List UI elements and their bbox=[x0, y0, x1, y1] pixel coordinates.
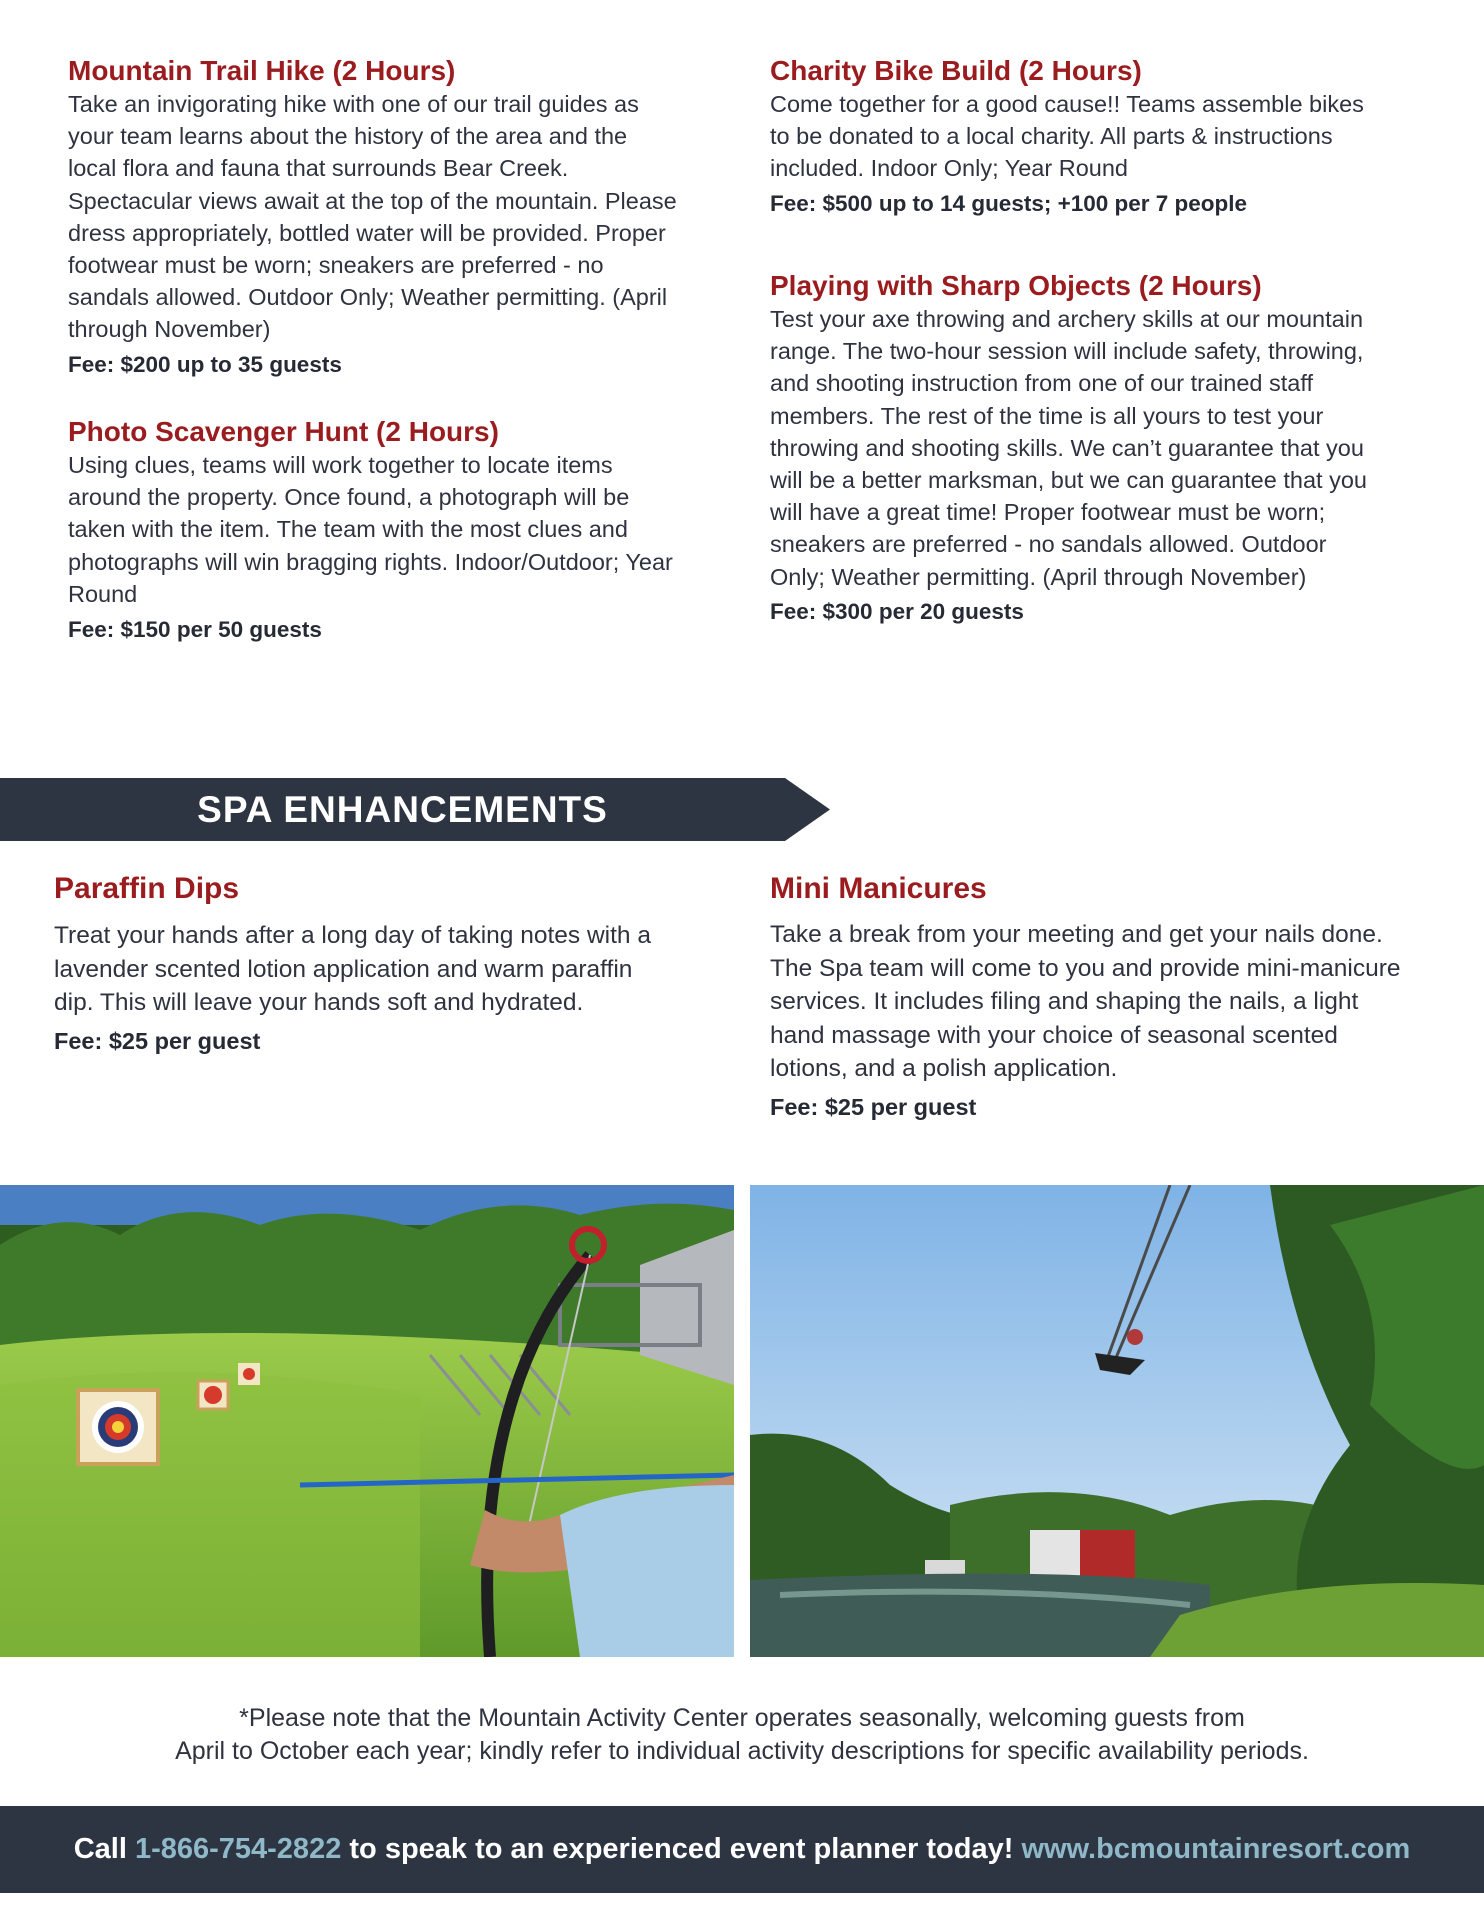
activity-description: Take an invigorating hike with one of our trail guides as your team learns about the history of the area and the local flora and fauna that surrounds Bear Creek. Spectacular views await at the top of the mountain. Please dress appropriately, bottled water will be provided. Proper footwear must be worn; sneakers are preferred - no sandals allowed. Outdoor Only; Weather permitting. (April through November) bbox=[68, 91, 677, 343]
spa-description: Treat your hands after a long day of taking notes with a lavender scented lotion application and warm paraffin dip. This will leave your hands soft and hydrated. bbox=[54, 922, 651, 1016]
activity-description: Come together for a good cause!! Teams assemble bikes to be donated to a local charity. All parts & instructions included. Indoor Only; Year Round bbox=[770, 91, 1364, 182]
footer-call-text: Call bbox=[73, 1833, 127, 1865]
activity-charity-bike-build bbox=[770, 54, 1375, 217]
spa-enhancements-banner bbox=[0, 778, 830, 841]
activity-fee: Fee: $500 up to 14 guests; +100 per 7 people bbox=[770, 190, 1248, 216]
archery-photo bbox=[0, 1185, 734, 1657]
activity-playing-with-sharp-objects bbox=[770, 269, 1375, 625]
note-line-1: *Please note that the Mountain Activity Center operates seasonally, welcoming guests from bbox=[239, 1704, 1245, 1732]
seasonal-note bbox=[0, 1702, 1484, 1768]
activity-title: Photo Scavenger Hunt (2 Hours) bbox=[68, 416, 499, 447]
spa-mini-manicures bbox=[770, 872, 1410, 1121]
activity-mountain-trail-hike bbox=[68, 54, 678, 378]
activity-fee: Fee: $150 per 50 guests bbox=[68, 617, 322, 643]
activity-description: Using clues, teams will work together to locate items around the property. Once found, a photograph will be taken with the item. The team with the most clues and photographs will win bragging rights. Indoor/Outdoor; Year Round bbox=[68, 452, 673, 607]
activity-fee: Fee: $300 per 20 guests bbox=[770, 598, 1024, 624]
contact-footer bbox=[0, 1806, 1484, 1893]
activity-description: Test your axe throwing and archery skills at our mountain range. The two-hour session will include safety, throwing, and shooting instruction from one of our trained staff members. The rest of the time is all yours to test your throwing and shooting skills. We can’t guarantee that you will be a better marksman, but we can guarantee that you will have a great time! Proper footwear must be worn; sneakers are preferred - no sandals allowed. Outdoor Only; Weather permitting. (April through November) bbox=[770, 306, 1367, 590]
activity-title: Charity Bike Build (2 Hours) bbox=[770, 55, 1142, 86]
spa-fee: Fee: $25 per guest bbox=[54, 1027, 261, 1054]
spa-paraffin-dips bbox=[54, 872, 654, 1055]
activity-title: Playing with Sharp Objects (2 Hours) bbox=[770, 270, 1262, 301]
phone-link[interactable]: 1-866-754-2822 bbox=[134, 1833, 342, 1865]
zipline-photo bbox=[750, 1185, 1484, 1657]
activity-title: Mountain Trail Hike (2 Hours) bbox=[68, 55, 456, 86]
spa-fee: Fee: $25 per guest bbox=[770, 1093, 977, 1120]
section-heading: SPA ENHANCEMENTS bbox=[197, 789, 608, 830]
activity-fee: Fee: $200 up to 35 guests bbox=[68, 351, 342, 377]
footer-middle-text: to speak to an experienced event planner today! bbox=[349, 1833, 1014, 1865]
spa-title: Paraffin Dips bbox=[54, 872, 240, 905]
note-line-2: April to October each year; kindly refer to individual activity descriptions for specific availability periods. bbox=[175, 1737, 1309, 1765]
activity-photo-scavenger-hunt bbox=[68, 415, 678, 643]
spa-title: Mini Manicures bbox=[770, 872, 987, 905]
website-link[interactable]: www.bcmountainresort.com bbox=[1021, 1833, 1411, 1865]
spa-description: Take a break from your meeting and get your nails done. The Spa team will come to you and provide mini-manicure services. It includes filing and shaping the nails, a light hand massage with your choice of seasonal scented lotions, and a polish application. bbox=[770, 921, 1401, 1082]
